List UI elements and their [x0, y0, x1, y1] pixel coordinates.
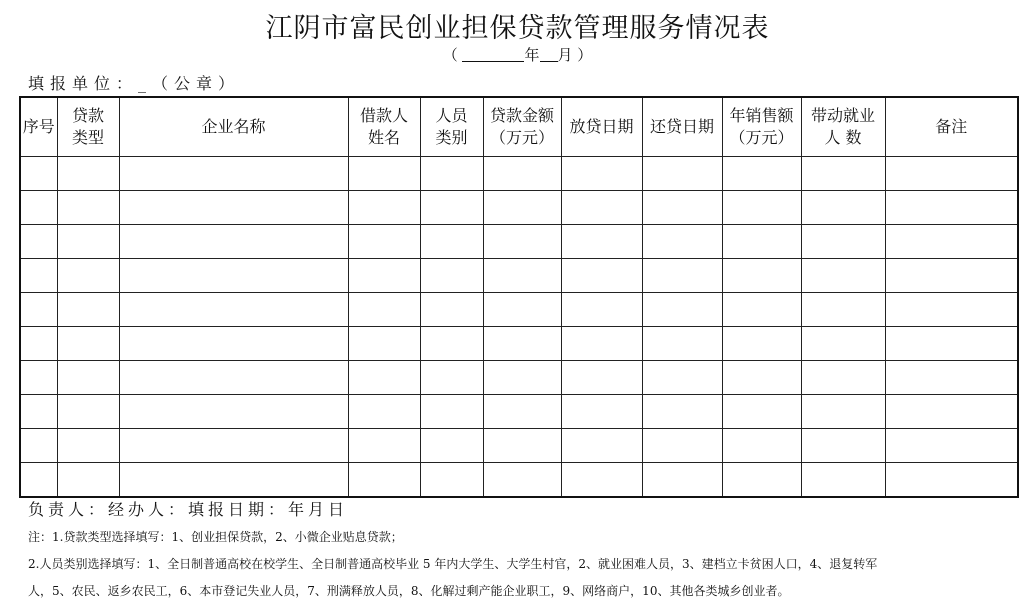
year-label: 年 — [524, 46, 540, 64]
table-cell[interactable] — [420, 191, 483, 225]
table-cell[interactable] — [642, 259, 722, 293]
table-cell[interactable] — [483, 225, 561, 259]
col-header-jobs-created: 带动就业 人 数 — [801, 97, 885, 157]
table-cell[interactable] — [119, 395, 348, 429]
table-cell[interactable] — [885, 157, 1018, 191]
table-row — [20, 191, 1018, 225]
table-cell[interactable] — [420, 429, 483, 463]
table-cell[interactable] — [722, 225, 801, 259]
table-cell[interactable] — [57, 293, 119, 327]
table-cell[interactable] — [561, 293, 642, 327]
reporting-period — [0, 44, 1035, 65]
table-cell[interactable] — [20, 225, 57, 259]
table-cell[interactable] — [801, 327, 885, 361]
table-cell[interactable] — [722, 327, 801, 361]
table-cell[interactable] — [57, 191, 119, 225]
table-row — [20, 395, 1018, 429]
table-cell[interactable] — [57, 429, 119, 463]
period-close-paren: ） — [577, 46, 593, 64]
col-header-person-category: 人员 类别 — [420, 97, 483, 157]
table-row — [20, 225, 1018, 259]
table-cell[interactable] — [561, 225, 642, 259]
col-header-loan-amount: 贷款金额 （万元） — [483, 97, 561, 157]
table-cell[interactable] — [348, 429, 420, 463]
table-cell[interactable] — [561, 157, 642, 191]
table-cell[interactable] — [57, 361, 119, 395]
col-header-index: 序号 — [20, 97, 57, 157]
table-row — [20, 361, 1018, 395]
col-header-remarks: 备注 — [885, 97, 1018, 157]
table-cell[interactable] — [642, 361, 722, 395]
table-cell[interactable] — [885, 463, 1018, 498]
table-row — [20, 463, 1018, 498]
table-cell[interactable] — [885, 225, 1018, 259]
note-person-category: 2.人员类别选择填写：1、全日制普通高校在校学生、全日制普通高校毕业 5 年内大学生、大学生村官，2、就业困难人员，3、建档立卡贫困人口，4、退复转军 — [28, 557, 878, 571]
table-cell[interactable] — [20, 259, 57, 293]
table-row — [20, 157, 1018, 191]
table-cell[interactable] — [420, 157, 483, 191]
table-cell[interactable] — [722, 395, 801, 429]
table-cell[interactable] — [348, 327, 420, 361]
table-cell[interactable] — [119, 259, 348, 293]
table-cell[interactable] — [561, 429, 642, 463]
table-cell[interactable] — [885, 361, 1018, 395]
table-cell[interactable] — [885, 259, 1018, 293]
table-cell[interactable] — [885, 293, 1018, 327]
table-row — [20, 327, 1018, 361]
table-cell[interactable] — [57, 463, 119, 498]
table-cell[interactable] — [483, 429, 561, 463]
table-cell[interactable] — [348, 293, 420, 327]
table-cell[interactable] — [20, 463, 57, 498]
table-cell[interactable] — [420, 225, 483, 259]
table-body — [20, 157, 1018, 498]
table-cell[interactable] — [119, 225, 348, 259]
table-cell[interactable] — [885, 429, 1018, 463]
table-cell[interactable] — [801, 463, 885, 498]
table-cell[interactable] — [642, 191, 722, 225]
table-cell[interactable] — [801, 395, 885, 429]
table-cell[interactable] — [57, 259, 119, 293]
table-cell[interactable] — [20, 157, 57, 191]
table-cell[interactable] — [483, 157, 561, 191]
reporting-unit-label: 填报单位：_（公章） — [28, 74, 241, 93]
table-cell[interactable] — [57, 225, 119, 259]
table-cell[interactable] — [483, 463, 561, 498]
table-cell[interactable] — [348, 191, 420, 225]
col-header-repayment-date: 还贷日期 — [642, 97, 722, 157]
table-cell[interactable] — [420, 361, 483, 395]
table-cell[interactable] — [561, 259, 642, 293]
table-cell[interactable] — [801, 259, 885, 293]
table-cell[interactable] — [722, 191, 801, 225]
table-cell[interactable] — [722, 429, 801, 463]
col-header-annual-sales: 年销售额 （万元） — [722, 97, 801, 157]
table-cell[interactable] — [119, 191, 348, 225]
table-cell[interactable] — [57, 395, 119, 429]
table-cell[interactable] — [722, 259, 801, 293]
table-cell[interactable] — [561, 463, 642, 498]
period-open-paren: （ — [442, 46, 458, 64]
table-cell[interactable] — [20, 293, 57, 327]
table-cell[interactable] — [885, 395, 1018, 429]
table-cell[interactable] — [483, 327, 561, 361]
table-cell[interactable] — [642, 327, 722, 361]
table-cell[interactable] — [483, 191, 561, 225]
month-label: 月 — [557, 46, 573, 64]
table-row — [20, 259, 1018, 293]
table-cell[interactable] — [20, 361, 57, 395]
table-cell[interactable] — [57, 157, 119, 191]
table-cell[interactable] — [642, 429, 722, 463]
table-header-row — [20, 97, 1018, 157]
table-cell[interactable] — [420, 293, 483, 327]
table-cell[interactable] — [483, 361, 561, 395]
table-cell[interactable] — [57, 327, 119, 361]
table-cell[interactable] — [642, 395, 722, 429]
table-cell[interactable] — [561, 361, 642, 395]
table-cell[interactable] — [20, 429, 57, 463]
table-cell[interactable] — [483, 395, 561, 429]
col-header-loan-date: 放贷日期 — [561, 97, 642, 157]
note-person-category-cont: 人，5、农民、返乡农民工，6、本市登记失业人员，7、刑满释放人员，8、化解过剩产能企业职工，9、网络商户，10、其他各类城乡创业者。 — [28, 584, 790, 598]
table-cell[interactable] — [801, 429, 885, 463]
table-cell[interactable] — [885, 191, 1018, 225]
table-cell[interactable] — [119, 361, 348, 395]
table-cell[interactable] — [348, 157, 420, 191]
table-cell[interactable] — [119, 429, 348, 463]
table-cell[interactable] — [722, 293, 801, 327]
table-cell[interactable] — [348, 395, 420, 429]
table-cell[interactable] — [119, 463, 348, 498]
table-cell[interactable] — [801, 191, 885, 225]
table-cell[interactable] — [20, 327, 57, 361]
table-cell[interactable] — [801, 293, 885, 327]
year-blank — [462, 47, 524, 62]
table-cell[interactable] — [642, 225, 722, 259]
table-cell[interactable] — [20, 191, 57, 225]
col-header-company-name: 企业名称 — [119, 97, 348, 157]
note-loan-type: 注：1.贷款类型选择填写：1、创业担保贷款，2、小微企业贴息贷款； — [28, 530, 403, 544]
table-cell[interactable] — [801, 157, 885, 191]
col-header-borrower-name: 借款人 姓名 — [348, 97, 420, 157]
table-cell[interactable] — [722, 463, 801, 498]
table-cell[interactable] — [722, 157, 801, 191]
table-cell[interactable] — [483, 259, 561, 293]
loan-service-table — [19, 96, 1019, 498]
col-header-loan-type: 贷款 类型 — [57, 97, 119, 157]
form-title: 江阴市富民创业担保贷款管理服务情况表 — [265, 13, 770, 44]
table-cell[interactable] — [642, 157, 722, 191]
table-cell[interactable] — [420, 259, 483, 293]
table-cell[interactable] — [885, 327, 1018, 361]
table-row — [20, 429, 1018, 463]
table-cell[interactable] — [801, 361, 885, 395]
table-cell[interactable] — [119, 157, 348, 191]
table-cell[interactable] — [801, 225, 885, 259]
table-cell[interactable] — [348, 225, 420, 259]
table-cell[interactable] — [348, 259, 420, 293]
month-blank — [540, 47, 558, 62]
table-cell[interactable] — [561, 327, 642, 361]
signature-line: 负责人：经办人：填报日期：年月日 — [28, 500, 349, 519]
table-cell[interactable] — [348, 361, 420, 395]
table-cell[interactable] — [119, 293, 348, 327]
table-cell[interactable] — [561, 191, 642, 225]
table-cell[interactable] — [642, 463, 722, 498]
table-cell[interactable] — [483, 293, 561, 327]
table-cell[interactable] — [420, 463, 483, 498]
table-cell[interactable] — [420, 327, 483, 361]
table-row — [20, 293, 1018, 327]
table-cell[interactable] — [119, 327, 348, 361]
table-cell[interactable] — [420, 395, 483, 429]
table-cell[interactable] — [642, 293, 722, 327]
table-cell[interactable] — [20, 395, 57, 429]
table-cell[interactable] — [561, 395, 642, 429]
table-cell[interactable] — [722, 361, 801, 395]
table-cell[interactable] — [348, 463, 420, 498]
